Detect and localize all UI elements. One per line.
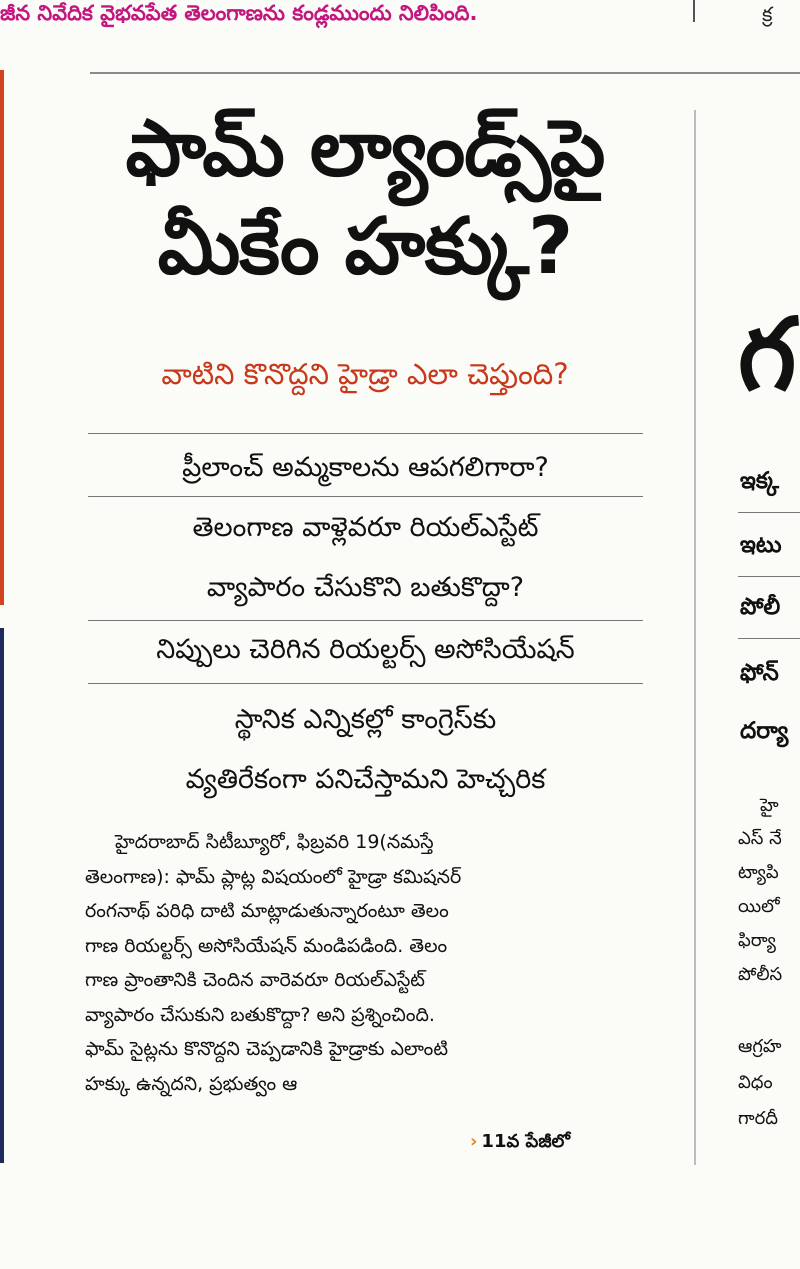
deck-rule	[88, 620, 643, 621]
adjacent-deck-fragment: ఇటు	[740, 532, 782, 558]
adjacent-body-fragment: గారదీ	[738, 1108, 778, 1129]
adjacent-deck-fragment: దర్యా	[740, 718, 789, 744]
chevron-right-icon: ›	[470, 1131, 478, 1152]
adjacent-body-fragment: ఫిర్యా	[738, 930, 776, 951]
adjacent-column-snippet: క్ర	[762, 2, 773, 26]
body-line: గాణ ప్రాంతానికి చెందిన వారెవరూ రియల్‌ఎస్టేట్	[85, 969, 425, 991]
headline-line-1: ఫామ్ ల్యాండ్స్‌పై	[125, 104, 605, 194]
deck-line-3: వ్యాపారం చేసుకొని బతుకొద్దా?	[206, 572, 525, 603]
adjacent-body-fragment: విధం	[738, 1072, 773, 1093]
deck-line-2: తెలంగాణ వాళ్లెవరూ రియల్‌ఎస్టేట్	[192, 512, 539, 543]
top-caption-snippet: జీన నివేదిక వైభవపేత తెలంగాణను కండ్లముందు నిలిపింది.	[0, 1, 478, 25]
article-body	[85, 825, 645, 1101]
body-line: ఫామ్ సైట్లను కొనొద్దని చెప్పడానికి హైడ్రాకు ఎలాంటి	[85, 1038, 448, 1060]
deck-rule	[88, 433, 643, 434]
column-divider-top	[693, 0, 695, 22]
adjacent-body-fragment: పోలీస	[738, 964, 783, 985]
subheadline: వాటిని కొనొద్దని హైడ్రా ఎలా చెప్తుంది?	[161, 357, 569, 391]
deck-line-1: ప్రీలాంచ్ అమ్మకాలను ఆపగలిగారా?	[182, 452, 549, 483]
body-line: వ్యాపారం చేసుకుని బతుకొద్దా? అని ప్రశ్నించింది.	[85, 1003, 435, 1026]
adjacent-deck-fragment: పోలీ	[740, 594, 781, 620]
adjacent-rule	[738, 512, 800, 513]
adjacent-rule	[738, 638, 800, 639]
column-divider	[694, 110, 696, 1165]
deck-rule	[88, 683, 643, 684]
deck-line-5: స్థానిక ఎన్నికల్లో కాంగ్రెస్‌కు	[234, 704, 497, 735]
adjacent-body-fragment: ట్యాపి	[738, 862, 779, 883]
headline-line-2: మీకేం హక్కు?	[157, 202, 573, 292]
headline	[80, 100, 650, 296]
adjacent-deck-fragment: ఇక్క	[740, 468, 779, 494]
body-line: తెలంగాణ): ఫామ్ ప్లాట్ల విషయంలో హైడ్రా కమిషనర్	[85, 865, 462, 888]
margin-color-bar-red	[0, 70, 4, 605]
body-line: గాణ రియల్టర్స్ అసోసియేషన్ మండిపడింది. తెలం	[85, 934, 448, 957]
body-line: రంగనాథ్ పరిధి దాటి మాట్లాడుతున్నారంటూ తెలం	[85, 900, 449, 922]
adjacent-body-fragment: ఆగ్రహ	[738, 1036, 782, 1057]
deck-rule	[88, 496, 643, 497]
adjacent-body-fragment: యిలో	[738, 896, 780, 917]
body-line: హక్కు ఉన్నదని, ప్రభుత్వం ఆ	[85, 1072, 298, 1095]
adjacent-headline-fragment: గ	[738, 296, 797, 413]
adjacent-body-fragment: హై	[760, 795, 779, 816]
deck-line-6: వ్యతిరేకంగా పనిచేస్తామని హెచ్చరిక	[185, 764, 546, 795]
body-line: హైదరాబాద్ సిటీబ్యూరో, ఫిబ్రవరి 19(నమస్తే	[115, 831, 434, 853]
section-rule	[90, 72, 800, 74]
continued-on-page-link[interactable]	[470, 1131, 570, 1156]
deck-line-4: నిప్పులు చెరిగిన రియల్టర్స్ అసోసియేషన్	[156, 634, 575, 665]
continued-label: 11వ పేజీలో	[481, 1131, 571, 1152]
margin-color-bar-navy	[0, 628, 4, 1163]
adjacent-body-fragment: ఎస్ నే	[738, 828, 782, 849]
adjacent-deck-fragment: ఫోన్	[740, 660, 779, 686]
adjacent-rule	[738, 576, 800, 577]
